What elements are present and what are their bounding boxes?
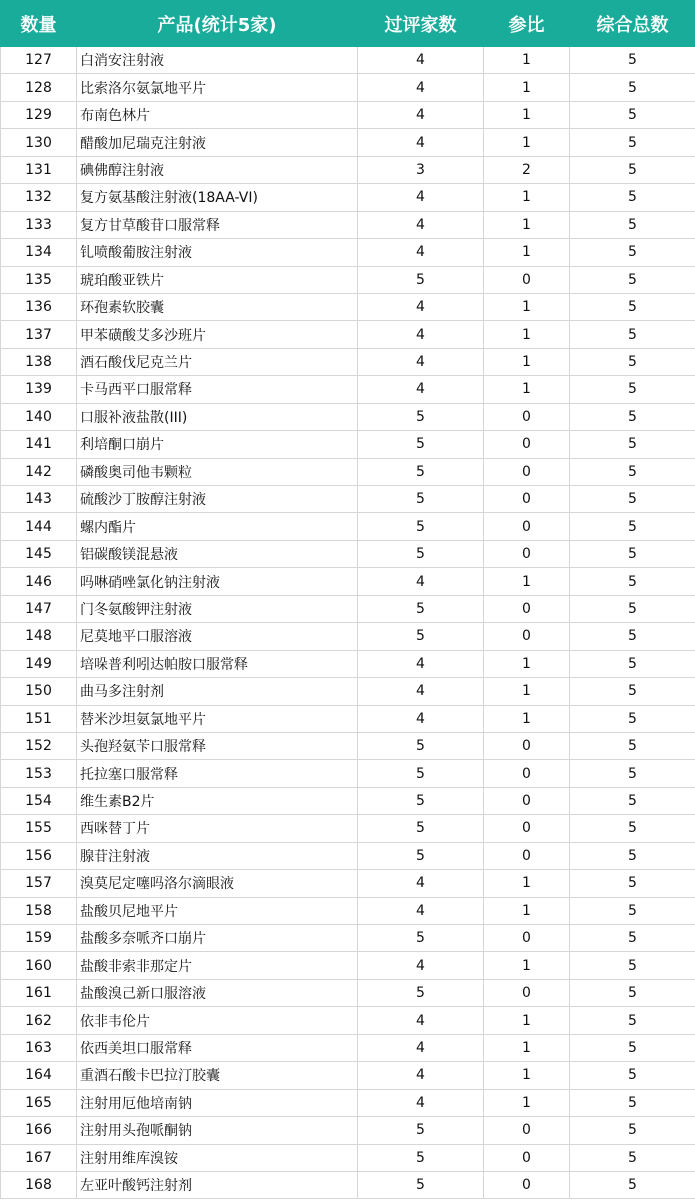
cell-review-count: 5 (358, 403, 484, 430)
cell-product: 腺苷注射液 (77, 842, 358, 869)
cell-total: 5 (570, 376, 695, 403)
cell-product: 铝碳酸镁混悬液 (77, 540, 358, 567)
cell-review-count: 4 (358, 705, 484, 732)
cell-reference: 1 (484, 1034, 570, 1061)
cell-reference: 0 (484, 1117, 570, 1144)
cell-num: 130 (1, 129, 77, 156)
cell-total: 5 (570, 184, 695, 211)
cell-num: 152 (1, 732, 77, 759)
cell-total: 5 (570, 239, 695, 266)
cell-reference: 1 (484, 678, 570, 705)
table-row (1, 979, 695, 1006)
cell-review-count: 5 (358, 1144, 484, 1171)
cell-reference: 1 (484, 74, 570, 101)
table-body (1, 47, 695, 1199)
cell-review-count: 4 (358, 211, 484, 238)
cell-num: 160 (1, 952, 77, 979)
cell-product: 托拉塞口服常释 (77, 760, 358, 787)
cell-reference: 0 (484, 595, 570, 622)
cell-num: 144 (1, 513, 77, 540)
cell-review-count: 4 (358, 870, 484, 897)
table-row (1, 101, 695, 128)
cell-review-count: 5 (358, 623, 484, 650)
cell-total: 5 (570, 1034, 695, 1061)
table-header (1, 1, 695, 47)
cell-product: 注射用维库溴铵 (77, 1144, 358, 1171)
table-row (1, 403, 695, 430)
table-row (1, 156, 695, 183)
table-row (1, 787, 695, 814)
cell-product: 注射用头孢哌酮钠 (77, 1117, 358, 1144)
cell-num: 142 (1, 458, 77, 485)
cell-product: 口服补液盐散(III) (77, 403, 358, 430)
cell-product: 尼莫地平口服溶液 (77, 623, 358, 650)
cell-reference: 1 (484, 705, 570, 732)
cell-num: 139 (1, 376, 77, 403)
cell-reference: 1 (484, 568, 570, 595)
cell-review-count: 5 (358, 1117, 484, 1144)
cell-num: 145 (1, 540, 77, 567)
cell-total: 5 (570, 486, 695, 513)
cell-product: 酒石酸伐尼克兰片 (77, 348, 358, 375)
table-row (1, 540, 695, 567)
cell-reference: 0 (484, 431, 570, 458)
cell-review-count: 5 (358, 815, 484, 842)
cell-num: 150 (1, 678, 77, 705)
cell-product: 环孢素软胶囊 (77, 293, 358, 320)
table-row (1, 1117, 695, 1144)
table-row (1, 678, 695, 705)
table-row (1, 815, 695, 842)
cell-review-count: 5 (358, 431, 484, 458)
table-row (1, 1007, 695, 1034)
cell-num: 154 (1, 787, 77, 814)
table-row (1, 47, 695, 74)
cell-total: 5 (570, 101, 695, 128)
cell-reference: 0 (484, 540, 570, 567)
cell-total: 5 (570, 348, 695, 375)
cell-num: 149 (1, 650, 77, 677)
cell-reference: 0 (484, 925, 570, 952)
cell-num: 143 (1, 486, 77, 513)
cell-reference: 0 (484, 732, 570, 759)
cell-reference: 0 (484, 403, 570, 430)
cell-total: 5 (570, 211, 695, 238)
cell-num: 127 (1, 47, 77, 74)
cell-product: 甲苯磺酸艾多沙班片 (77, 321, 358, 348)
cell-product: 头孢羟氨苄口服常释 (77, 732, 358, 759)
cell-product: 依西美坦口服常释 (77, 1034, 358, 1061)
cell-total: 5 (570, 1144, 695, 1171)
cell-num: 163 (1, 1034, 77, 1061)
cell-product: 曲马多注射剂 (77, 678, 358, 705)
cell-product: 复方氨基酸注射液(18AA-VI) (77, 184, 358, 211)
cell-reference: 0 (484, 486, 570, 513)
cell-product: 溴莫尼定噻吗洛尔滴眼液 (77, 870, 358, 897)
cell-product: 硫酸沙丁胺醇注射液 (77, 486, 358, 513)
header-num: 数量 (1, 1, 77, 47)
cell-num: 137 (1, 321, 77, 348)
cell-reference: 0 (484, 815, 570, 842)
cell-product: 盐酸多奈哌齐口崩片 (77, 925, 358, 952)
table-row (1, 1171, 695, 1198)
cell-total: 5 (570, 156, 695, 183)
header-row (1, 1, 695, 47)
cell-product: 依非韦伦片 (77, 1007, 358, 1034)
cell-reference: 1 (484, 293, 570, 320)
cell-product: 注射用厄他培南钠 (77, 1089, 358, 1116)
cell-review-count: 5 (358, 595, 484, 622)
cell-total: 5 (570, 595, 695, 622)
cell-total: 5 (570, 650, 695, 677)
cell-review-count: 4 (358, 348, 484, 375)
cell-review-count: 5 (358, 458, 484, 485)
cell-review-count: 4 (358, 650, 484, 677)
cell-review-count: 4 (358, 1007, 484, 1034)
cell-review-count: 4 (358, 74, 484, 101)
cell-review-count: 5 (358, 979, 484, 1006)
table-row (1, 650, 695, 677)
cell-total: 5 (570, 458, 695, 485)
cell-num: 132 (1, 184, 77, 211)
cell-reference: 1 (484, 129, 570, 156)
cell-reference: 1 (484, 321, 570, 348)
cell-product: 琥珀酸亚铁片 (77, 266, 358, 293)
cell-num: 146 (1, 568, 77, 595)
table-row (1, 1144, 695, 1171)
cell-total: 5 (570, 293, 695, 320)
cell-num: 129 (1, 101, 77, 128)
cell-product: 培哚普利吲达帕胺口服常释 (77, 650, 358, 677)
cell-reference: 0 (484, 623, 570, 650)
cell-product: 门冬氨酸钾注射液 (77, 595, 358, 622)
cell-reference: 1 (484, 47, 570, 74)
table-row (1, 184, 695, 211)
cell-num: 153 (1, 760, 77, 787)
cell-total: 5 (570, 403, 695, 430)
cell-total: 5 (570, 1089, 695, 1116)
cell-reference: 0 (484, 266, 570, 293)
cell-reference: 0 (484, 458, 570, 485)
cell-total: 5 (570, 1171, 695, 1198)
cell-product: 吗啉硝唑氯化钠注射液 (77, 568, 358, 595)
cell-num: 165 (1, 1089, 77, 1116)
table-row (1, 486, 695, 513)
cell-review-count: 5 (358, 540, 484, 567)
cell-num: 136 (1, 293, 77, 320)
header-total: 综合总数 (570, 1, 695, 47)
table-row (1, 732, 695, 759)
cell-total: 5 (570, 1007, 695, 1034)
table-row (1, 129, 695, 156)
cell-product: 重酒石酸卡巴拉汀胶囊 (77, 1062, 358, 1089)
cell-num: 148 (1, 623, 77, 650)
cell-product: 布南色林片 (77, 101, 358, 128)
cell-product: 利培酮口崩片 (77, 431, 358, 458)
table-row (1, 1089, 695, 1116)
cell-review-count: 4 (358, 184, 484, 211)
cell-review-count: 5 (358, 760, 484, 787)
table-row (1, 705, 695, 732)
cell-product: 碘佛醇注射液 (77, 156, 358, 183)
cell-review-count: 5 (358, 842, 484, 869)
cell-total: 5 (570, 47, 695, 74)
table-row (1, 211, 695, 238)
cell-total: 5 (570, 129, 695, 156)
cell-product: 复方甘草酸苷口服常释 (77, 211, 358, 238)
cell-reference: 1 (484, 239, 570, 266)
table-row (1, 74, 695, 101)
cell-num: 167 (1, 1144, 77, 1171)
cell-total: 5 (570, 870, 695, 897)
cell-total: 5 (570, 431, 695, 458)
cell-total: 5 (570, 513, 695, 540)
cell-product: 螺内酯片 (77, 513, 358, 540)
cell-reference: 2 (484, 156, 570, 183)
table-row (1, 595, 695, 622)
cell-review-count: 5 (358, 787, 484, 814)
header-review-count: 过评家数 (358, 1, 484, 47)
cell-total: 5 (570, 705, 695, 732)
cell-num: 162 (1, 1007, 77, 1034)
table-row (1, 431, 695, 458)
cell-review-count: 4 (358, 101, 484, 128)
cell-product: 比索洛尔氨氯地平片 (77, 74, 358, 101)
cell-total: 5 (570, 897, 695, 924)
cell-review-count: 4 (358, 321, 484, 348)
cell-review-count: 4 (358, 239, 484, 266)
table-row (1, 925, 695, 952)
table-row (1, 1034, 695, 1061)
cell-product: 磷酸奥司他韦颗粒 (77, 458, 358, 485)
cell-reference: 0 (484, 1171, 570, 1198)
cell-num: 168 (1, 1171, 77, 1198)
cell-product: 西咪替丁片 (77, 815, 358, 842)
table-row (1, 623, 695, 650)
cell-num: 155 (1, 815, 77, 842)
table-row (1, 239, 695, 266)
cell-total: 5 (570, 1117, 695, 1144)
cell-reference: 1 (484, 1007, 570, 1034)
cell-reference: 0 (484, 979, 570, 1006)
table-row (1, 513, 695, 540)
table-row (1, 897, 695, 924)
table-row (1, 952, 695, 979)
table-row (1, 870, 695, 897)
cell-reference: 1 (484, 348, 570, 375)
cell-total: 5 (570, 952, 695, 979)
cell-num: 138 (1, 348, 77, 375)
cell-reference: 1 (484, 184, 570, 211)
cell-total: 5 (570, 842, 695, 869)
cell-reference: 1 (484, 897, 570, 924)
cell-review-count: 5 (358, 1171, 484, 1198)
cell-review-count: 4 (358, 897, 484, 924)
cell-total: 5 (570, 678, 695, 705)
cell-reference: 1 (484, 870, 570, 897)
cell-review-count: 5 (358, 486, 484, 513)
cell-product: 卡马西平口服常释 (77, 376, 358, 403)
cell-total: 5 (570, 568, 695, 595)
cell-num: 161 (1, 979, 77, 1006)
cell-review-count: 4 (358, 129, 484, 156)
cell-review-count: 4 (358, 47, 484, 74)
cell-num: 133 (1, 211, 77, 238)
cell-num: 135 (1, 266, 77, 293)
cell-reference: 0 (484, 513, 570, 540)
table-row (1, 458, 695, 485)
cell-product: 维生素B2片 (77, 787, 358, 814)
cell-review-count: 4 (358, 293, 484, 320)
table-row (1, 266, 695, 293)
table-row (1, 1062, 695, 1089)
table-row (1, 293, 695, 320)
cell-review-count: 5 (358, 266, 484, 293)
cell-review-count: 4 (358, 678, 484, 705)
cell-reference: 1 (484, 211, 570, 238)
cell-num: 166 (1, 1117, 77, 1144)
cell-product: 盐酸溴己新口服溶液 (77, 979, 358, 1006)
cell-reference: 0 (484, 760, 570, 787)
cell-num: 141 (1, 431, 77, 458)
header-reference: 参比 (484, 1, 570, 47)
cell-product: 钆喷酸葡胺注射液 (77, 239, 358, 266)
cell-review-count: 4 (358, 568, 484, 595)
cell-num: 156 (1, 842, 77, 869)
cell-review-count: 3 (358, 156, 484, 183)
cell-num: 131 (1, 156, 77, 183)
cell-total: 5 (570, 760, 695, 787)
cell-total: 5 (570, 321, 695, 348)
cell-total: 5 (570, 540, 695, 567)
cell-total: 5 (570, 74, 695, 101)
cell-num: 159 (1, 925, 77, 952)
cell-product: 醋酸加尼瑞克注射液 (77, 129, 358, 156)
cell-review-count: 4 (358, 952, 484, 979)
table-row (1, 321, 695, 348)
table-row (1, 568, 695, 595)
cell-reference: 1 (484, 376, 570, 403)
cell-product: 左亚叶酸钙注射剂 (77, 1171, 358, 1198)
cell-num: 164 (1, 1062, 77, 1089)
table-row (1, 348, 695, 375)
cell-num: 140 (1, 403, 77, 430)
cell-total: 5 (570, 732, 695, 759)
cell-num: 157 (1, 870, 77, 897)
cell-num: 128 (1, 74, 77, 101)
header-product: 产品(统计5家) (77, 1, 358, 47)
cell-num: 158 (1, 897, 77, 924)
cell-review-count: 4 (358, 376, 484, 403)
cell-total: 5 (570, 815, 695, 842)
table-row (1, 760, 695, 787)
cell-review-count: 4 (358, 1062, 484, 1089)
cell-review-count: 5 (358, 513, 484, 540)
cell-total: 5 (570, 1062, 695, 1089)
cell-reference: 1 (484, 1062, 570, 1089)
cell-num: 134 (1, 239, 77, 266)
cell-total: 5 (570, 266, 695, 293)
cell-num: 147 (1, 595, 77, 622)
table-row (1, 376, 695, 403)
cell-reference: 0 (484, 1144, 570, 1171)
cell-review-count: 5 (358, 925, 484, 952)
cell-review-count: 5 (358, 732, 484, 759)
cell-total: 5 (570, 787, 695, 814)
cell-total: 5 (570, 623, 695, 650)
cell-reference: 1 (484, 1089, 570, 1116)
cell-product: 替米沙坦氨氯地平片 (77, 705, 358, 732)
cell-reference: 1 (484, 952, 570, 979)
cell-review-count: 4 (358, 1034, 484, 1061)
cell-total: 5 (570, 979, 695, 1006)
cell-product: 盐酸贝尼地平片 (77, 897, 358, 924)
cell-product: 盐酸非索非那定片 (77, 952, 358, 979)
cell-review-count: 4 (358, 1089, 484, 1116)
table-row (1, 842, 695, 869)
cell-reference: 0 (484, 842, 570, 869)
cell-num: 151 (1, 705, 77, 732)
cell-total: 5 (570, 925, 695, 952)
cell-reference: 0 (484, 787, 570, 814)
cell-product: 白消安注射液 (77, 47, 358, 74)
cell-reference: 1 (484, 650, 570, 677)
cell-reference: 1 (484, 101, 570, 128)
